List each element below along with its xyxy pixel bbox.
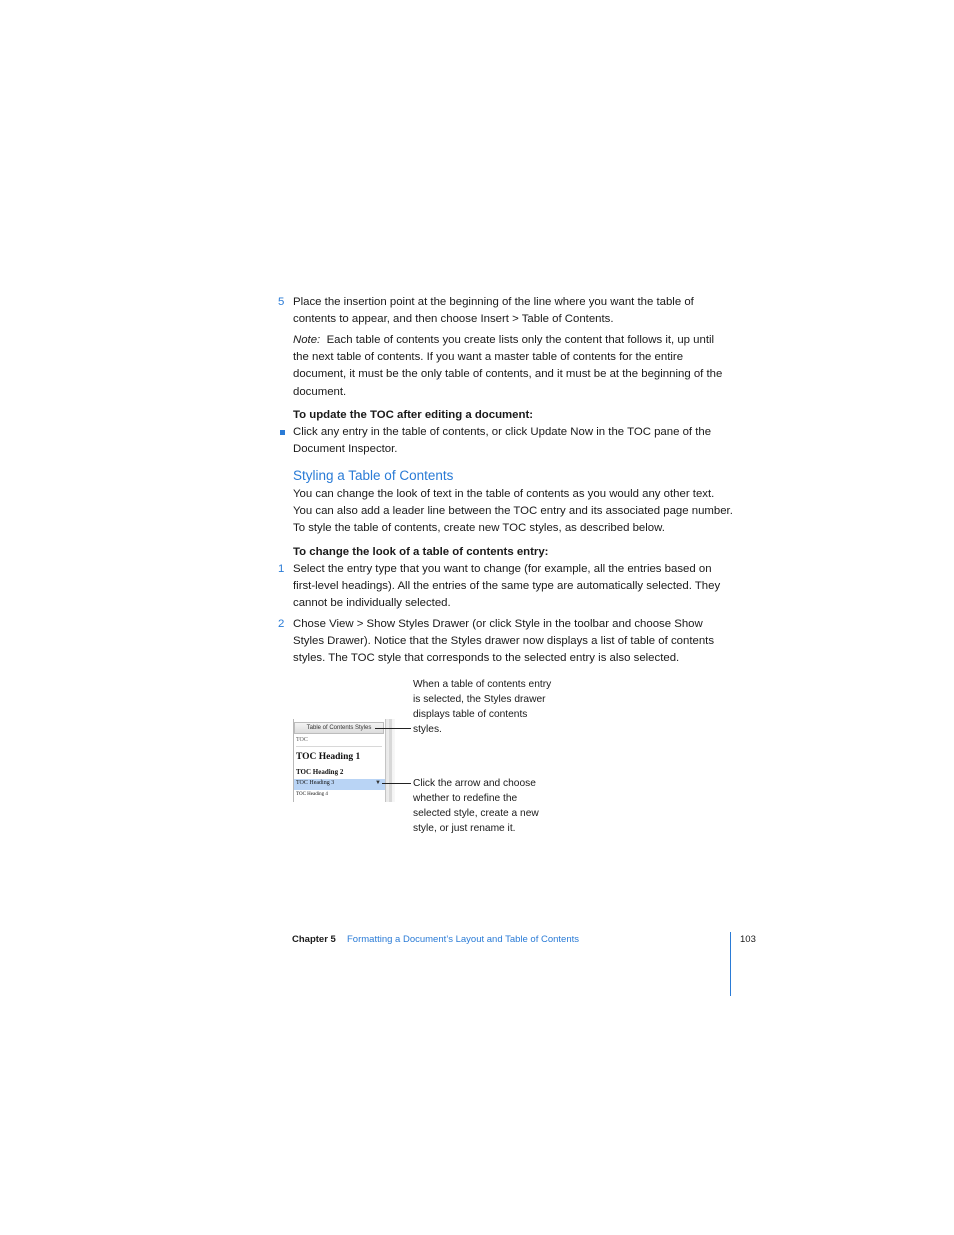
step-number: 5: [278, 296, 285, 308]
footer-chapter-title: Formatting a Document’s Layout and Table of Contents: [347, 934, 580, 945]
note-text: Each table of contents you create lists only the content that follows it, up until the next table of contents. If you want a master table of contents for the entire document, it must be the only table of contents, and it must be at the beginning of the document.: [293, 334, 723, 398]
toc-category-label: TOC: [296, 737, 308, 743]
style-item-toc-heading-4[interactable]: TOC Heading 4: [296, 792, 328, 797]
style-item-toc-heading-3[interactable]: TOC Heading 3: [296, 780, 335, 786]
styling-intro: You can change the look of text in the table of contents as you would any other text. You can also add a leader line between the TOC entry and its associated page number. To style the table of contents, create new TOC styles, as described below.: [293, 488, 733, 535]
step-number: 1: [278, 563, 285, 575]
callout-styles-drawer: When a table of contents entry is selected, the Styles drawer displays table of contents styles.: [413, 679, 552, 735]
note-label: Note:: [293, 334, 321, 346]
step-number: 2: [278, 618, 285, 630]
drawer-title-bar: Table of Contents Styles: [294, 722, 384, 734]
style-menu-arrow-icon[interactable]: ▼: [375, 780, 381, 786]
style-item-toc-heading-1[interactable]: TOC Heading 1: [296, 752, 361, 762]
footer-chapter: Chapter 5: [292, 934, 336, 945]
callout-leader-line: [382, 783, 411, 784]
styles-drawer-screenshot: [293, 719, 395, 802]
step-1-text: Select the entry type that you want to change (for example, all the entries based on first-level headings). All the entries of the same type are automatically selected. They cannot be individually selected.: [293, 563, 721, 610]
note-paragraph: [293, 332, 733, 401]
style-item-toc-heading-2[interactable]: TOC Heading 2: [296, 768, 344, 776]
drawer-scrollbar[interactable]: [385, 719, 395, 802]
step-2-text: Chose View > Show Styles Drawer (or click Style in the toolbar and choose Show Styles Drawer). Notice that the Styles drawer now displays a list of table of contents styles. The TOC style that corresponds to the selected entry is also selected.: [293, 618, 715, 665]
footer-divider: [730, 932, 731, 996]
page-number: 103: [740, 934, 756, 945]
section-heading: Styling a Table of Contents: [293, 468, 454, 483]
update-toc-bullet-text: Click any entry in the table of contents, or click Update Now in the TOC pane of the Document Inspector.: [293, 426, 712, 456]
scrollbar-track: [389, 719, 392, 802]
callout-arrow-menu: Click the arrow and choose whether to redefine the selected style, create a new style, or just rename it.: [413, 778, 539, 834]
bullet-marker: [280, 430, 285, 435]
drawer-divider: [296, 746, 382, 747]
callout-leader-line: [375, 728, 411, 729]
step-5-text: Place the insertion point at the beginning of the line where you want the table of contents to appear, and then choose Insert > Table of Contents.: [293, 296, 694, 326]
task-heading: To change the look of a table of contents entry:: [293, 546, 549, 558]
update-toc-heading: To update the TOC after editing a document:: [293, 409, 534, 421]
